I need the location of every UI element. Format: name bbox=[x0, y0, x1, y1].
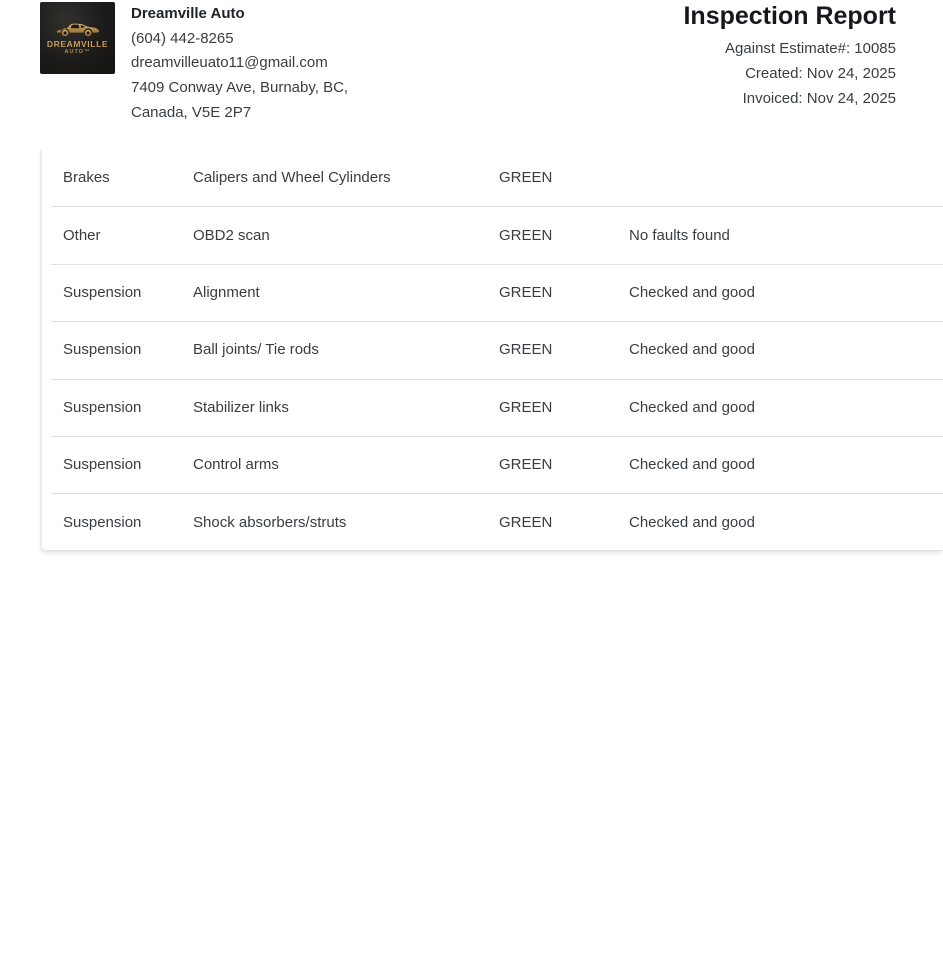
table-row bbox=[42, 436, 943, 493]
row-category: Suspension bbox=[63, 513, 142, 531]
row-category: Suspension bbox=[63, 341, 142, 359]
logo-sub-text: AUTO™ bbox=[64, 49, 91, 55]
row-item: Calipers and Wheel Cylinders bbox=[193, 169, 391, 187]
report-invoiced-line: Invoiced: Nov 24, 2025 bbox=[742, 90, 896, 108]
row-note: Checked and good bbox=[629, 283, 755, 301]
row-note: Checked and good bbox=[629, 341, 755, 359]
row-status: GREEN bbox=[499, 398, 553, 416]
row-category: Other bbox=[63, 226, 101, 244]
row-item: Control arms bbox=[193, 456, 279, 474]
table-row bbox=[42, 379, 943, 436]
company-logo bbox=[40, 2, 115, 74]
company-address-line1: 7409 Conway Ave, Burnaby, BC, bbox=[131, 79, 349, 97]
row-note: Checked and good bbox=[629, 456, 755, 474]
row-note: Checked and good bbox=[629, 513, 755, 531]
report-created-line: Created: Nov 24, 2025 bbox=[745, 65, 896, 83]
row-status: GREEN bbox=[499, 283, 553, 301]
company-info bbox=[131, 2, 348, 126]
inspection-items-table bbox=[40, 149, 943, 551]
company-email: dreamvilleuato11@gmail.com bbox=[131, 54, 328, 72]
row-note: Checked and good bbox=[629, 398, 755, 416]
company-phone: (604) 442-8265 bbox=[131, 29, 234, 47]
row-category: Suspension bbox=[63, 456, 142, 474]
table-row bbox=[42, 149, 943, 206]
classic-car-icon bbox=[55, 20, 101, 38]
row-item: Ball joints/ Tie rods bbox=[193, 341, 319, 359]
row-item: Shock absorbers/struts bbox=[193, 513, 347, 531]
row-status: GREEN bbox=[499, 226, 553, 244]
logo-brand-text: DREAMVILLE bbox=[46, 39, 109, 49]
row-item: Stabilizer links bbox=[193, 398, 289, 416]
row-item: OBD2 scan bbox=[193, 226, 270, 244]
row-status: GREEN bbox=[499, 169, 553, 187]
report-title: Inspection Report bbox=[683, 2, 896, 30]
table-row bbox=[42, 206, 943, 263]
row-category: Suspension bbox=[63, 283, 142, 301]
row-status: GREEN bbox=[499, 513, 553, 531]
report-meta bbox=[683, 1, 896, 112]
row-category: Suspension bbox=[63, 398, 142, 416]
table-row bbox=[42, 321, 943, 378]
row-status: GREEN bbox=[499, 456, 553, 474]
row-category: Brakes bbox=[63, 169, 110, 187]
row-status: GREEN bbox=[499, 341, 553, 359]
row-item: Alignment bbox=[193, 283, 260, 301]
company-address-line2: Canada, V5E 2P7 bbox=[131, 103, 252, 121]
row-note: No faults found bbox=[629, 226, 730, 244]
table-row bbox=[42, 493, 943, 550]
report-estimate-line: Against Estimate#: 10085 bbox=[725, 40, 896, 57]
table-row bbox=[42, 264, 943, 321]
company-name: Dreamville Auto bbox=[131, 5, 245, 22]
